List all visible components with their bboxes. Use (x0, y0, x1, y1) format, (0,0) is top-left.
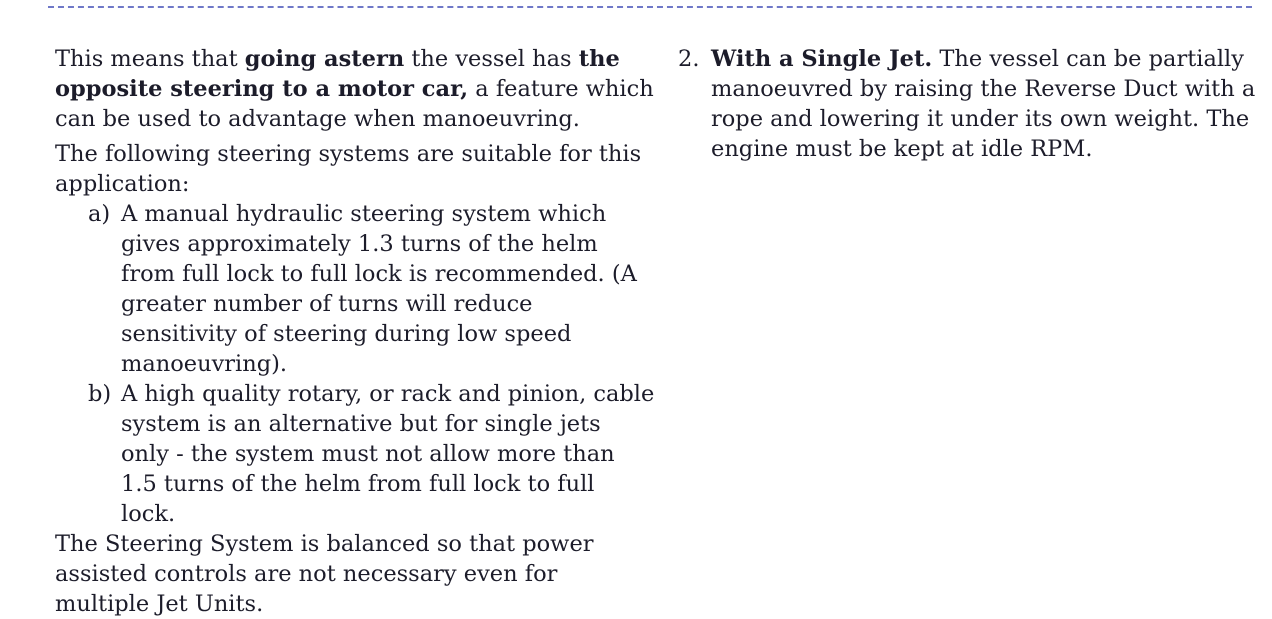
dashed-top-rule (48, 6, 1252, 8)
intro-paragraph (55, 44, 655, 134)
numbered-text: The vessel can be partially manoeuvred by raising the Reverse Duct with a rope and lowering it under its own weight. The engine must be kept at idle RPM. (711, 46, 1256, 162)
numbered-item-2 (678, 44, 1258, 164)
list-item-a (55, 199, 655, 379)
intro-text-2: the vessel has (404, 46, 579, 72)
list-text-a: A manual hydraulic steering system which gives approximately 1.3 turns of the helm from full lock to full lock is recommended. (A greater number of turns will reduce sensitivity of steering during low speed manoeuvring). (121, 201, 637, 377)
intro-bold-opposite-steering: the opposite steering to a motor car, (55, 46, 620, 102)
right-column (678, 44, 1258, 164)
systems-intro-paragraph: The following steering systems are suitable for this application: (55, 141, 642, 197)
numbered-heading: With a Single Jet. (711, 46, 933, 72)
intro-text-3: a feature which can be used to advantage when manoeuvring. (55, 76, 654, 132)
intro-text-1: This means that (55, 46, 245, 72)
left-column (55, 44, 655, 619)
list-marker-b: b) (88, 381, 112, 407)
balance-paragraph: The Steering System is balanced so that power assisted controls are not necessary even for multiple Jet Units. (55, 531, 594, 617)
numbered-marker-2: 2. (678, 46, 700, 72)
intro-bold-going-astern: going astern (244, 46, 405, 72)
list-text-b: A high quality rotary, or rack and pinion, cable system is an alternative but for single jets only - the system must not allow more than 1.5 turns of the helm from full lock to full lock. (121, 381, 655, 527)
list-marker-a: a) (88, 201, 111, 227)
list-item-b (55, 379, 655, 529)
